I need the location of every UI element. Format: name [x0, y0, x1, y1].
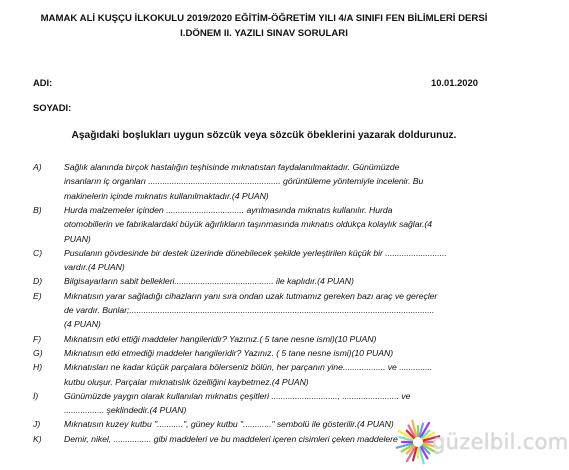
question-text-line: vardır.(4 PUAN)	[64, 262, 125, 273]
question-letter: K)	[33, 433, 42, 444]
question-text-line: Mıknatısın yarar sağladığı cihazların yanı sıra ondan uzak tutmamız gereken bazı araç ve gereçler	[64, 290, 438, 301]
question-text-line: Sağlık alanında birçok hastalığın teşhisinde mıknatıstan faydalanılmaktadır. Günümüzde	[64, 162, 400, 172]
question-letter: A)	[33, 162, 42, 172]
burst-center	[413, 437, 423, 447]
surname-label: SOYADI:	[33, 102, 72, 113]
question-letter: İ)	[33, 390, 39, 401]
question-text-line: Bilgisayarların sabit bellekleri.......................................... ile kaplıdır.(4 PUAN)	[64, 276, 354, 287]
question-letter: H)	[33, 362, 43, 373]
question-letter: G)	[33, 347, 43, 358]
watermark-text: güzelbil.com	[432, 430, 569, 454]
name-label: ADI:	[33, 77, 53, 88]
question-text-line: Günümüzde yaygın olarak kullanılan mıknatıs çeşitleri ............................, ........................ ve	[64, 390, 411, 401]
question-text-line: (4 PUAN)	[64, 319, 101, 330]
question-letter: J)	[33, 419, 41, 430]
question-text-line: PUAN)	[64, 233, 91, 244]
question-text-line: Mıknatısın etki ettiği maddeler hangileridir? Yazınız.( 5 tane nesne ismi)(10 PUAN)	[64, 333, 377, 344]
site-watermark	[394, 418, 569, 466]
question-letter: B)	[33, 204, 42, 215]
question-text-line: Pusulanın gövdesinde bir destek üzerinde dönebilecek şekilde yerleştirilen küçük bir ..........................	[64, 247, 447, 258]
question-letter: D)	[33, 276, 43, 287]
exam-title-line-2: I.DÖNEM II. YAZILI SINAV SORULARI	[180, 28, 348, 39]
question-text-line: de vardır. Bunlar;.................................................................................................................................	[64, 305, 435, 315]
question-letter: C)	[33, 247, 43, 258]
question-text-line: Demir, nikel, ................ gibi maddeleri ve bu maddeleri içeren cisimleri çeken maddelere	[64, 433, 398, 444]
question-text-line: kutbu oluşur. Parçalar mıknatıslık özelliğini kaybetmez.(4 PUAN)	[64, 376, 309, 387]
question-text-line: Mıknatısın etki etmediği maddeler hangileridir? Yazınız. ( 5 tane nesne ismi)(10 PUAN)	[64, 347, 394, 358]
exam-title-line-1: MAMAK ALİ KUŞÇU İLKOKULU 2019/2020 EĞİTİM-ÖĞRETİM YILI 4/A SINIFI FEN BİLİMLERİ DERSİ	[40, 13, 488, 24]
question-letter: E)	[33, 290, 42, 301]
question-text-line: Mıknatısın kuzey kutbu "...........", güney kutbu "............" sembolü ile gösterilir.(4 PUAN)	[64, 419, 394, 430]
instruction-text: Aşağıdaki boşlukları uygun sözcük veya sözcük öbeklerini yazarak doldurunuz.	[71, 130, 457, 141]
question-text-line: Mıknatısları ne kadar küçük parçalara bölerseniz bölün, her parçanın yine.................. ve ..............	[64, 362, 433, 373]
question-text-line: insanların iç organları ........................................................ görüntüleme yöntemiyle incelenir. Bu	[64, 176, 424, 187]
exam-date: 10.01.2020	[431, 77, 478, 88]
question-text-line: makinelerin içinde mıknatıs kullanılmaktadır.(4 PUAN)	[64, 190, 269, 201]
question-text-line: Hurda malzemeler içinden ................................. ayrılmasında mıknatıs kullanılır. Hurda	[64, 204, 393, 215]
question-text-line: ................. şeklindedir.(4 PUAN)	[64, 405, 187, 416]
question-text-line: otomobillerin ve fabrikalardaki büyük ağırlıkların taşınmasında mıknatıs oldukça kolaylık sağlar.(4	[64, 219, 432, 230]
question-letter: F)	[33, 333, 42, 344]
